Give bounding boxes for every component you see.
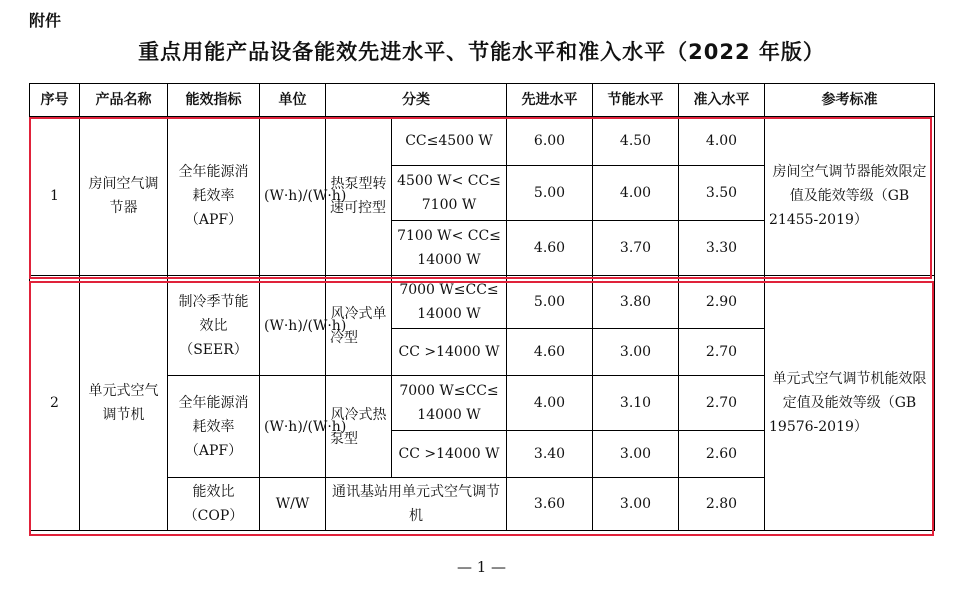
group2-cop-energy-saving: 3.00 [593,478,679,531]
group2-standard: 单元式空气调节机能效限定值及能效等级（GB 19576-2019） [765,276,935,531]
group1-standard: 房间空气调节器能效限定值及能效等级（GB 21455-2019） [765,117,935,276]
group2-apf-row2-category: CC >14000 W [392,431,507,478]
group1-row1-energy-saving: 4.50 [593,117,679,166]
group2-seer-row1-category: 7000 W≤CC≤ 14000 W [392,276,507,329]
group2-seer-type: 风冷式单冷型 [326,276,392,376]
header-indicator: 能效指标 [168,84,260,117]
group2-no: 2 [30,276,80,531]
header-standard: 参考标准 [765,84,935,117]
group2-seer-row2-access: 2.70 [679,329,765,376]
header-energy-saving: 节能水平 [593,84,679,117]
group1-unit: (W·h)/(W·h) [260,117,326,276]
group1-type: 热泵型转速可控型 [326,117,392,276]
group2-seer-unit: (W·h)/(W·h) [260,276,326,376]
group2-apf-row2-advanced: 3.40 [507,431,593,478]
group2-seer-row1-access: 2.90 [679,276,765,329]
attachment-label: 附件 [29,11,62,30]
group1-row1-category: CC≤4500 W [392,117,507,166]
header-access: 准入水平 [679,84,765,117]
header-no: 序号 [30,84,80,117]
group1-row2-energy-saving: 4.00 [593,166,679,221]
header-row [30,84,935,117]
group2-seer-row1-advanced: 5.00 [507,276,593,329]
group2-seer-row1-energy-saving: 3.80 [593,276,679,329]
document-title: 重点用能产品设备能效先进水平、节能水平和准入水平（2022 年版） [138,40,825,64]
group2-apf-row2-energy-saving: 3.00 [593,431,679,478]
group2-apf-type: 风冷式热泵型 [326,376,392,478]
group1-row2-category: 4500 W< CC≤ 7100 W [392,166,507,221]
group1-row2-advanced: 5.00 [507,166,593,221]
group2-cop-category: 通讯基站用单元式空气调节机 [326,478,507,531]
group2-cop-unit: W/W [260,478,326,531]
efficiency-table [29,83,935,531]
group2-cop-access: 2.80 [679,478,765,531]
group2-apf-row1-advanced: 4.00 [507,376,593,431]
header-category: 分类 [326,84,507,117]
header-product: 产品名称 [80,84,168,117]
group1-row3-access: 3.30 [679,221,765,276]
page-number: — 1 — [456,558,507,576]
group2-seer-indicator: 制冷季节能效比（SEER） [168,276,260,376]
group2-apf-row1-category: 7000 W≤CC≤ 14000 W [392,376,507,431]
group2-cop-indicator: 能效比（COP） [168,478,260,531]
group1-row3-energy-saving: 3.70 [593,221,679,276]
group1-row3-advanced: 4.60 [507,221,593,276]
table-row [30,117,935,166]
group2-apf-row1-access: 2.70 [679,376,765,431]
group2-seer-row2-category: CC >14000 W [392,329,507,376]
group1-row3-category: 7100 W< CC≤ 14000 W [392,221,507,276]
group2-seer-row2-advanced: 4.60 [507,329,593,376]
group1-indicator: 全年能源消耗效率（APF） [168,117,260,276]
group2-seer-row2-energy-saving: 3.00 [593,329,679,376]
group2-apf-indicator: 全年能源消耗效率（APF） [168,376,260,478]
group1-row1-advanced: 6.00 [507,117,593,166]
group1-product: 房间空气调节器 [80,117,168,276]
group1-no: 1 [30,117,80,276]
header-advanced: 先进水平 [507,84,593,117]
header-unit: 单位 [260,84,326,117]
group1-row2-access: 3.50 [679,166,765,221]
group2-product: 单元式空气调节机 [80,276,168,531]
group2-apf-unit: (W·h)/(W·h) [260,376,326,478]
group2-apf-row1-energy-saving: 3.10 [593,376,679,431]
group2-apf-row2-access: 2.60 [679,431,765,478]
group2-cop-advanced: 3.60 [507,478,593,531]
group1-row1-access: 4.00 [679,117,765,166]
table-row [30,276,935,329]
